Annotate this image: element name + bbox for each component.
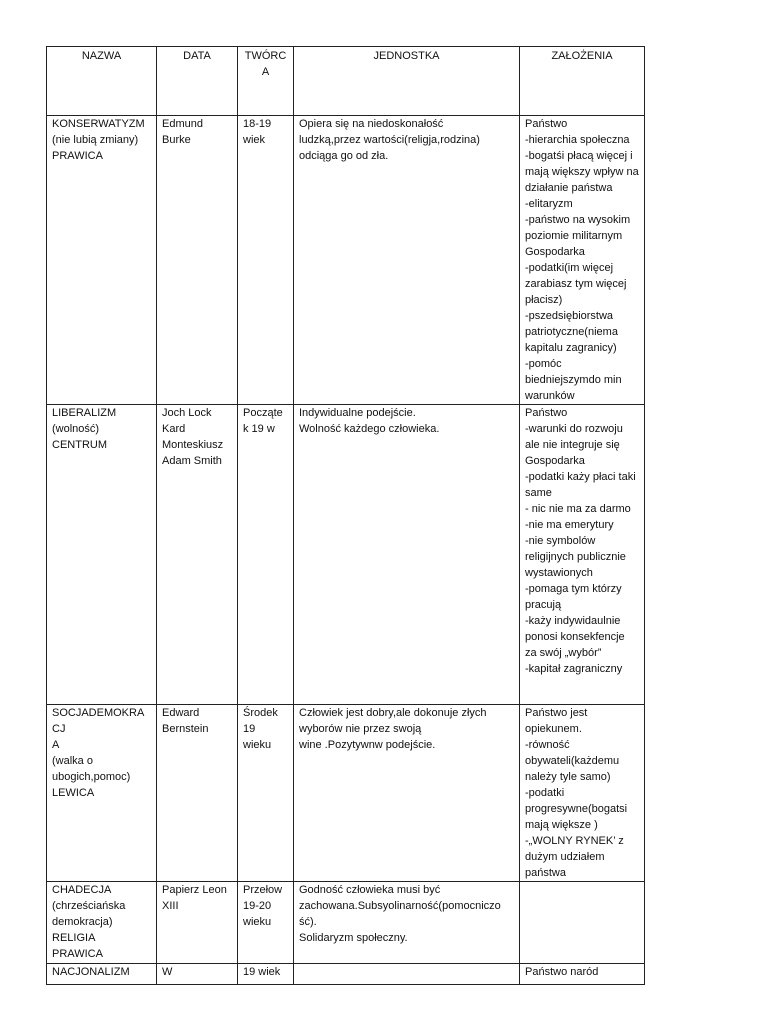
cell-jednostka: Indywidualne podejście. Wolność każdego człowieka. bbox=[294, 405, 520, 705]
table-row bbox=[47, 405, 645, 705]
cell-zalozenia: Państwo -warunki do rozwoju ale nie integruje się Gospodarka -podatki każy płaci taki same - nic nie ma za darmo -nie ma emerytury -nie symbolów religijnych publicznie wystawionych -pomaga tym którzy pracują -każy indywidaulnie ponosi konsekfencje za swój „wybór” -kapitał zagraniczny bbox=[520, 405, 645, 705]
header-nazwa: NAZWA bbox=[47, 47, 157, 116]
cell-nazwa: NACJONALIZM bbox=[47, 964, 157, 985]
table-row bbox=[47, 116, 645, 405]
header-data: DATA bbox=[157, 47, 238, 116]
cell-tworca: Środek 19 wieku bbox=[238, 705, 294, 882]
cell-data: Edward Bernstein bbox=[157, 705, 238, 882]
cell-data: W bbox=[157, 964, 238, 985]
cell-jednostka: Godność człowieka musi być zachowana.Subsyolinarność(pomocniczo ść). Solidaryzm społeczny. bbox=[294, 882, 520, 964]
cell-nazwa: CHADECJA (chrześciańska demokracja) RELIGIA PRAWICA bbox=[47, 882, 157, 964]
cell-jednostka: Opiera się na niedoskonałość ludzką,przez wartości(religja,rodzina) odciąga go od zła. bbox=[294, 116, 520, 405]
table-row bbox=[47, 705, 645, 882]
cell-tworca: Przełow 19-20 wieku bbox=[238, 882, 294, 964]
header-jednostka: JEDNOSTKA bbox=[294, 47, 520, 116]
table-row bbox=[47, 882, 645, 964]
cell-data: Papierz Leon XIII bbox=[157, 882, 238, 964]
cell-nazwa: LIBERALIZM (wolność) CENTRUM bbox=[47, 405, 157, 705]
header-tworca: TWÓRC A bbox=[238, 47, 294, 116]
cell-jednostka bbox=[294, 964, 520, 985]
cell-tworca: 19 wiek bbox=[238, 964, 294, 985]
cell-tworca: Począte k 19 w bbox=[238, 405, 294, 705]
cell-zalozenia: Państwo -hierarchia społeczna -bogatśi płacą więcej i mają większy wpływ na działanie państwa -elitaryzm -państwo na wysokim poziomie militarnym Gospodarka -podatki(im więcej zarabiasz tym więcej płacisz) -pszedsiębiorstwa patriotyczne(niema kapitalu zagranicy) -pomóc biedniejszymdo min warunków bbox=[520, 116, 645, 405]
ideologies-table bbox=[46, 46, 645, 985]
header-zalozenia: ZAŁOŻENIA bbox=[520, 47, 645, 116]
cell-zalozenia: Państwo naród bbox=[520, 964, 645, 985]
cell-jednostka: Człowiek jest dobry,ale dokonuje złych wyborów nie przez swoją wine .Pozytywnw podejście. bbox=[294, 705, 520, 882]
cell-zalozenia: Państwo jest opiekunem. -równość obywateli(każdemu należy tyle samo) -podatki progresywne(bogatsi mają większe ) -„WOLNY RYNEK’ z dużym udziałem państwa bbox=[520, 705, 645, 882]
cell-data: Joch Lock Kard Monteskiusz Adam Smith bbox=[157, 405, 238, 705]
cell-nazwa: KONSERWATYZM (nie lubią zmiany) PRAWICA bbox=[47, 116, 157, 405]
cell-zalozenia bbox=[520, 882, 645, 964]
cell-tworca: 18-19 wiek bbox=[238, 116, 294, 405]
cell-nazwa: SOCJADEMOKRACJ A (walka o ubogich,pomoc) LEWICA bbox=[47, 705, 157, 882]
header-row bbox=[47, 47, 645, 116]
table-row bbox=[47, 964, 645, 985]
cell-data: Edmund Burke bbox=[157, 116, 238, 405]
